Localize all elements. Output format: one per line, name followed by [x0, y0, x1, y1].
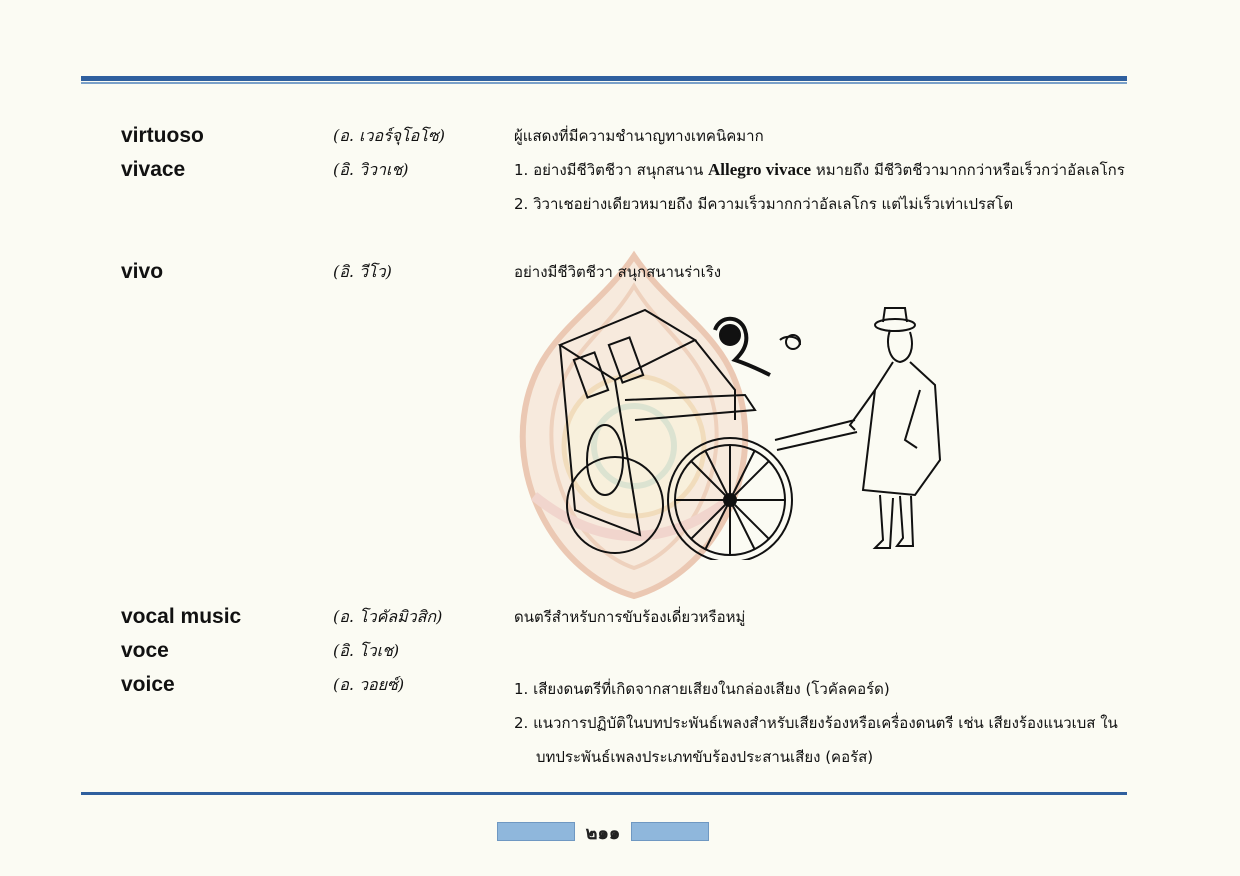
entry-definitions	[514, 255, 1129, 289]
entry-term: vivo	[121, 260, 164, 283]
definition-text: อย่างมีชีวิตชีวา สนุกสนาน	[533, 161, 709, 179]
definition-text: เสียงดนตรีที่เกิดจากสายเสียงในกล่องเสียง (โวคัลคอร์ด)	[533, 680, 890, 698]
definition-number: 2.	[514, 714, 529, 732]
organ-grinder-illustration	[545, 300, 955, 560]
top-rule	[81, 76, 1127, 81]
entry-pronunciation: (อิ. โวเช)	[333, 641, 400, 660]
definition-number: 1.	[514, 680, 529, 698]
page-number: ๒๑๑	[585, 823, 621, 844]
bottom-rule	[81, 792, 1127, 795]
definition: อย่างมีชีวิตชีวา สนุกสนานร่าเริง	[514, 263, 722, 281]
page-number-bar	[497, 822, 707, 844]
definition-number: 1.	[514, 161, 529, 179]
definition: ดนตรีสำหรับการขับร้องเดี่ยวหรือหมู่	[514, 608, 746, 626]
definition	[514, 672, 1129, 706]
entry-pronunciation: (อ. โวคัลมิวสิก)	[333, 607, 443, 626]
entry-pronunciation: (อ. เวอร์จุโอโซ)	[333, 126, 445, 145]
entry-definitions	[514, 672, 1129, 774]
entry-definitions	[514, 119, 1129, 153]
page-number-bar-left	[497, 822, 575, 841]
definition: ผู้แสดงที่มีความชำนาญทางเทคนิคมาก	[514, 127, 764, 145]
entry-term: vivace	[121, 158, 186, 181]
entry-pronunciation: (อิ. วีโว)	[333, 262, 392, 281]
entry-definitions	[514, 153, 1129, 221]
entry-definitions	[514, 600, 1129, 634]
definition-number: 2.	[514, 195, 529, 213]
entry-term: voce	[121, 639, 169, 662]
definition-term-en: Allegro vivace	[708, 160, 812, 179]
definition-text: แนวการปฏิบัติในบทประพันธ์เพลงสำหรับเสียงร้องหรือเครื่องดนตรี เช่น เสียงร้องแนวเบส ในบทประพันธ์เพลงประเภทขับร้องประสานเสียง (คอรัส)	[533, 714, 1118, 766]
definition-text-cont: หมายถึง มีชีวิตชีวามากกว่าหรือเร็วกว่าอัลเลโกร	[811, 161, 1125, 179]
definition	[514, 187, 1129, 221]
page-number-bar-right	[631, 822, 709, 841]
definition	[514, 706, 1129, 774]
definition	[514, 153, 1129, 187]
entry-term: virtuoso	[121, 124, 204, 147]
top-rule-thin	[81, 82, 1127, 84]
entry-term: vocal music	[121, 605, 242, 628]
definition-text: วิวาเชอย่างเดียวหมายถึง มีความเร็วมากกว่าอัลเลโกร แต่ไม่เร็วเท่าเปรสโต	[533, 195, 1014, 213]
entry-pronunciation: (อ. วอยซ์)	[333, 675, 405, 694]
entry-term: voice	[121, 673, 175, 696]
entry-pronunciation: (อิ. วิวาเช)	[333, 160, 409, 179]
